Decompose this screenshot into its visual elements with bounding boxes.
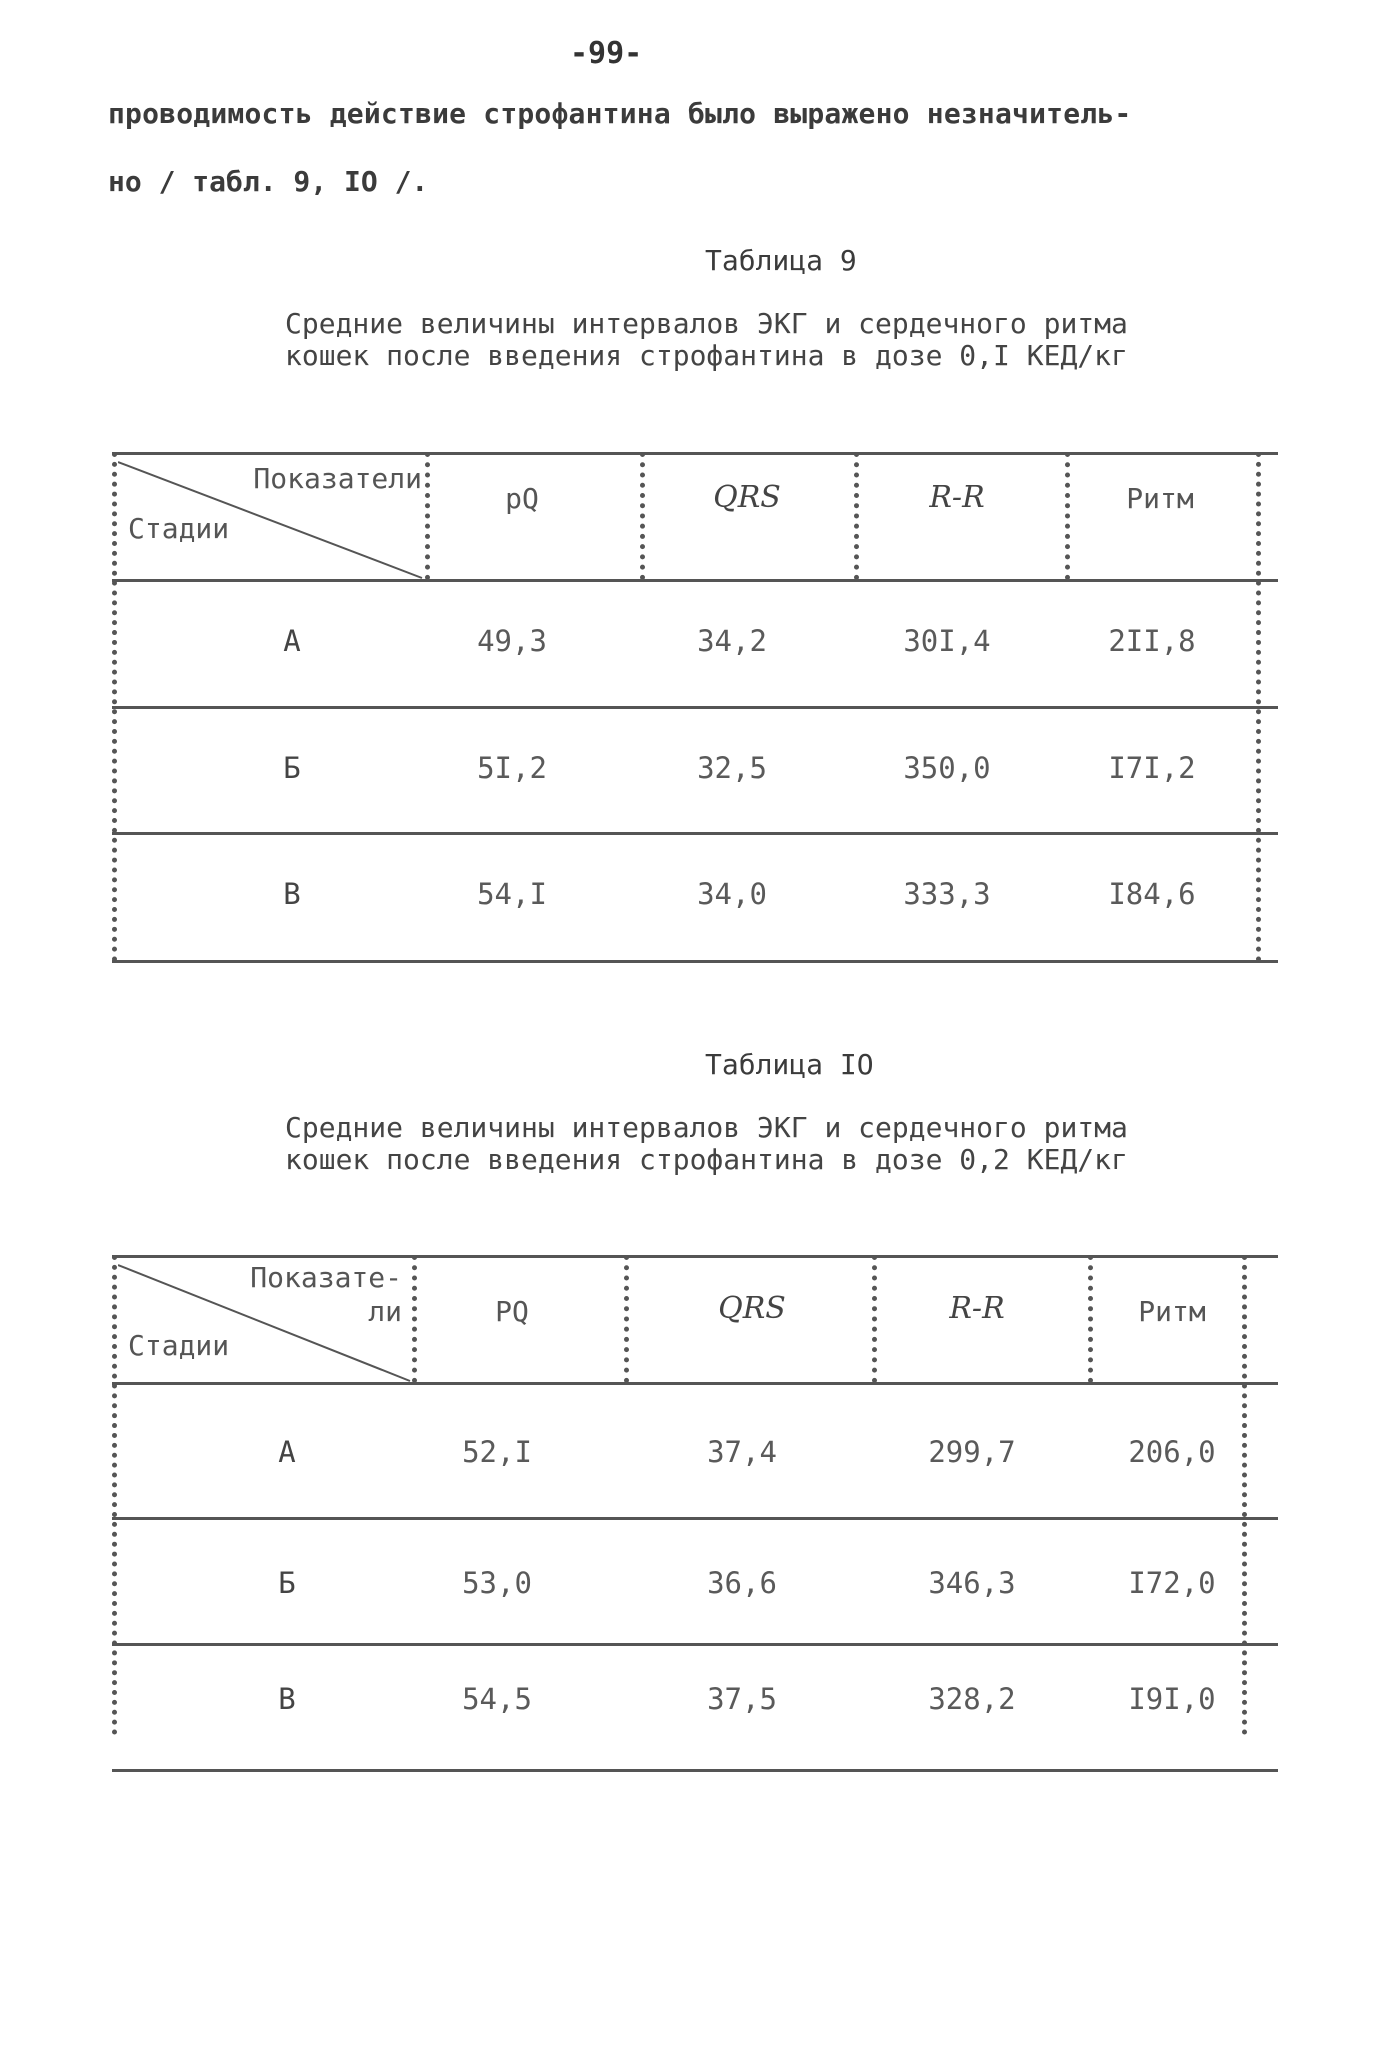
table-10-indicators-heading [222, 1261, 402, 1329]
table-9-stage: В [283, 877, 301, 911]
table-10-col-divider [872, 1255, 877, 1383]
table-9-cell-qrs: 32,5 [697, 751, 767, 785]
table-10-cell-pq: 53,0 [462, 1566, 532, 1600]
table-9-col-pq: pQ [505, 482, 539, 515]
table-10 [112, 1255, 1278, 1775]
table-9 [112, 452, 1278, 964]
table-9-cell-rhythm: I84,6 [1108, 877, 1196, 911]
table-row [112, 1383, 1278, 1517]
table-9-stage: А [283, 624, 301, 658]
table-9-caption-line-2: кошек после введения строфантина в дозе 0,I КЕД/кг [285, 339, 1128, 372]
table-10-top-rule [112, 1255, 1278, 1258]
table-10-cell-pq: 54,5 [462, 1682, 532, 1716]
table-9-cell-pq: 49,3 [477, 624, 547, 658]
table-10-cell-rr: 299,7 [928, 1435, 1016, 1469]
table-10-stage: В [278, 1682, 296, 1716]
table-10-col-qrs: QRS [718, 1291, 786, 1326]
table-10-stage: Б [278, 1566, 296, 1600]
table-10-indicators-line-2: ли [368, 1295, 402, 1328]
intro-line-2: но / табл. 9, IO /. [108, 165, 429, 198]
table-9-stages-heading: Стадии [128, 512, 230, 545]
table-10-indicators-line-1: Показате- [250, 1261, 402, 1294]
table-10-cell-pq: 52,I [462, 1435, 532, 1469]
table-10-col-divider [1088, 1255, 1093, 1383]
table-9-indicators-heading: Показатели [253, 462, 422, 495]
table-10-caption-line-2: кошек после введения строфантина в дозе 0,2 КЕД/кг [285, 1143, 1128, 1176]
table-row [112, 707, 1278, 833]
table-9-col-divider [1065, 452, 1070, 580]
table-9-bottom-rule [112, 960, 1278, 963]
table-9-cell-rr: 333,3 [903, 877, 991, 911]
table-9-stage: Б [283, 751, 301, 785]
page-number: -99- [570, 36, 643, 71]
table-10-label: Таблица IO [705, 1048, 874, 1081]
table-9-cell-rr: 350,0 [903, 751, 991, 785]
table-9-cell-rr: 30I,4 [903, 624, 991, 658]
table-9-caption [285, 308, 1128, 372]
table-10-caption-line-1: Средние величины интервалов ЭКГ и сердечного ритма [285, 1111, 1128, 1144]
table-9-top-rule [112, 452, 1278, 455]
table-10-cell-rhythm: I9I,0 [1128, 1682, 1216, 1716]
table-10-cell-rr: 346,3 [928, 1566, 1016, 1600]
table-9-cell-qrs: 34,2 [697, 624, 767, 658]
table-10-cell-rhythm: I72,0 [1128, 1566, 1216, 1600]
table-10-col-rr: R-R [949, 1291, 1005, 1326]
table-9-cell-qrs: 34,0 [697, 877, 767, 911]
table-10-caption [285, 1112, 1128, 1176]
table-10-cell-qrs: 37,4 [707, 1435, 777, 1469]
table-row [112, 1644, 1278, 1770]
table-10-col-divider [624, 1255, 629, 1383]
table-10-cell-qrs: 36,6 [707, 1566, 777, 1600]
table-10-col-pq: PQ [495, 1295, 529, 1328]
table-10-cell-qrs: 37,5 [707, 1682, 777, 1716]
table-9-col-divider [854, 452, 859, 580]
table-9-col-divider [640, 452, 645, 580]
table-9-col-qrs: QRS [713, 480, 781, 515]
table-9-cell-pq: 54,I [477, 877, 547, 911]
table-10-cell-rhythm: 206,0 [1128, 1435, 1216, 1469]
table-10-col-rhythm: Ритм [1138, 1295, 1206, 1328]
table-row [112, 833, 1278, 959]
table-9-caption-line-1: Средние величины интервалов ЭКГ и сердечного ритма [285, 307, 1128, 340]
table-9-cell-rhythm: I7I,2 [1108, 751, 1196, 785]
table-row [112, 580, 1278, 706]
table-9-cell-pq: 5I,2 [477, 751, 547, 785]
table-9-cell-rhythm: 2II,8 [1108, 624, 1196, 658]
intro-line-1: проводимость действие строфантина было выражено незначитель- [108, 97, 1132, 130]
table-10-cell-rr: 328,2 [928, 1682, 1016, 1716]
table-10-stage: А [278, 1435, 296, 1469]
table-9-col-rhythm: Ритм [1126, 482, 1194, 515]
table-row [112, 1518, 1278, 1644]
table-10-stages-heading: Стадии [128, 1329, 230, 1362]
table-9-col-rr: R-R [929, 480, 985, 515]
table-9-label: Таблица 9 [705, 244, 857, 277]
